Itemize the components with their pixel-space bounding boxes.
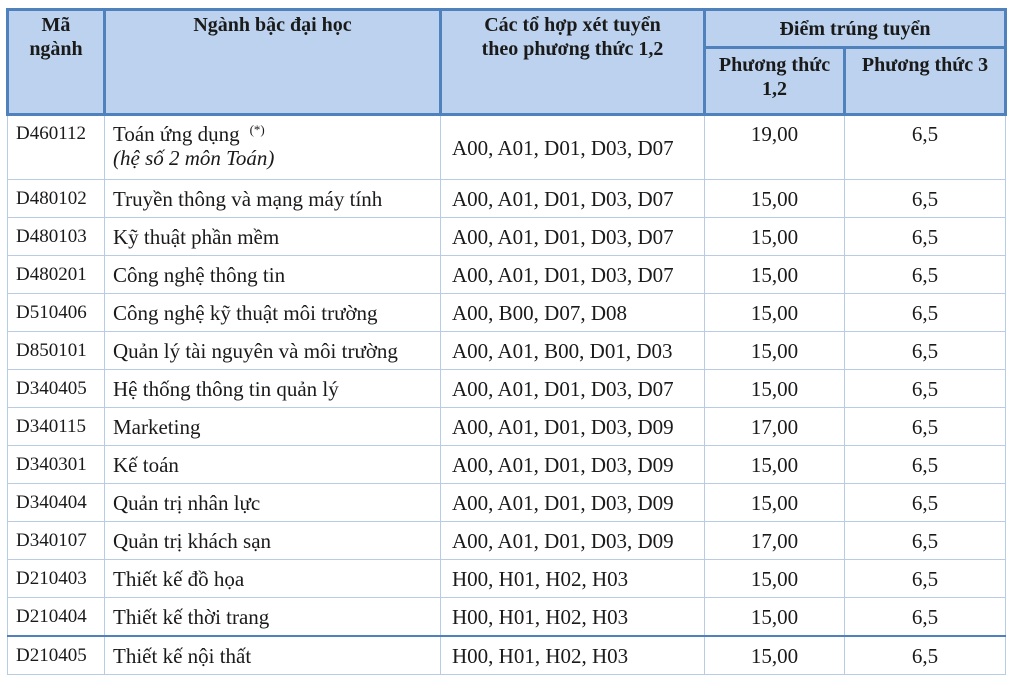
table-row — [8, 256, 1006, 294]
cell-major-name: Công nghệ kỹ thuật môi trường — [105, 294, 441, 332]
cell-major-name: Quản lý tài nguyên và môi trường — [105, 332, 441, 370]
cell-major-name: Marketing — [105, 408, 441, 446]
cell-major-name — [105, 115, 441, 180]
cell-score-method-3: 6,5 — [845, 180, 1006, 218]
cell-score-method-1-2: 15,00 — [705, 218, 845, 256]
table-row — [8, 484, 1006, 522]
cell-score-method-1-2: 17,00 — [705, 522, 845, 560]
cell-subject-combinations: A00, A01, D01, D03, D07 — [441, 180, 705, 218]
header-major-code — [8, 10, 105, 115]
table-row — [8, 370, 1006, 408]
cell-score-method-3: 6,5 — [845, 256, 1006, 294]
cell-subject-combinations: A00, A01, B00, D01, D03 — [441, 332, 705, 370]
header-code-line1: Mã — [41, 14, 71, 36]
table-row — [8, 332, 1006, 370]
cell-major-code: D340107 — [8, 522, 105, 560]
cell-major-code: D340115 — [8, 408, 105, 446]
header-combos-line2: theo phương thức 1,2 — [481, 38, 664, 60]
cell-score-method-1-2: 15,00 — [705, 180, 845, 218]
cell-major-code: D510406 — [8, 294, 105, 332]
cell-subject-combinations: A00, A01, D01, D03, D09 — [441, 522, 705, 560]
header-code-line2: ngành — [29, 38, 83, 60]
cell-major-code: D210405 — [8, 636, 105, 675]
table-row — [8, 115, 1006, 180]
cell-score-method-3: 6,5 — [845, 560, 1006, 598]
table-row — [8, 294, 1006, 332]
cell-score-method-1-2: 15,00 — [705, 484, 845, 522]
header-method12-line2: 1,2 — [762, 78, 787, 100]
cell-major-name: Truyền thông và mạng máy tính — [105, 180, 441, 218]
cell-score-method-3: 6,5 — [845, 115, 1006, 180]
table-row — [8, 598, 1006, 637]
major-name-text: Toán ứng dụng — [113, 122, 240, 146]
cell-score-method-3: 6,5 — [845, 636, 1006, 675]
cell-score-method-3: 6,5 — [845, 294, 1006, 332]
table-row — [8, 180, 1006, 218]
cell-subject-combinations: H00, H01, H02, H03 — [441, 560, 705, 598]
table-row — [8, 218, 1006, 256]
cell-major-name: Quản trị khách sạn — [105, 522, 441, 560]
cell-major-code: D850101 — [8, 332, 105, 370]
cell-subject-combinations: A00, B00, D07, D08 — [441, 294, 705, 332]
admission-scores-table — [6, 8, 1007, 675]
cell-subject-combinations: A00, A01, D01, D03, D09 — [441, 446, 705, 484]
cell-major-name: Kỹ thuật phần mềm — [105, 218, 441, 256]
cell-subject-combinations: A00, A01, D01, D03, D07 — [441, 218, 705, 256]
cell-major-code: D340404 — [8, 484, 105, 522]
cell-score-method-1-2: 15,00 — [705, 256, 845, 294]
cell-subject-combinations: H00, H01, H02, H03 — [441, 636, 705, 675]
table-row — [8, 408, 1006, 446]
cell-score-method-1-2: 15,00 — [705, 446, 845, 484]
table-row — [8, 446, 1006, 484]
cell-major-name: Thiết kế nội thất — [105, 636, 441, 675]
cell-score-method-1-2: 15,00 — [705, 332, 845, 370]
table-body — [8, 115, 1006, 675]
header-method12-line1: Phương thức — [718, 54, 831, 76]
cell-major-code: D480102 — [8, 180, 105, 218]
cell-major-name: Hệ thống thông tin quản lý — [105, 370, 441, 408]
cell-score-method-1-2: 15,00 — [705, 370, 845, 408]
cell-score-method-3: 6,5 — [845, 332, 1006, 370]
cell-major-code: D340405 — [8, 370, 105, 408]
table-row — [8, 560, 1006, 598]
major-note: (hệ số 2 môn Toán) — [113, 146, 275, 170]
cell-score-method-1-2: 17,00 — [705, 408, 845, 446]
cell-score-method-1-2: 15,00 — [705, 560, 845, 598]
cell-major-code: D480103 — [8, 218, 105, 256]
header-major-name: Ngành bậc đại học — [105, 10, 441, 115]
cell-subject-combinations: A00, A01, D01, D03, D09 — [441, 484, 705, 522]
footnote-mark: (*) — [249, 122, 265, 137]
cell-score-method-1-2: 15,00 — [705, 636, 845, 675]
cell-major-name: Kế toán — [105, 446, 441, 484]
cell-score-method-3: 6,5 — [845, 522, 1006, 560]
cell-score-method-1-2: 15,00 — [705, 598, 845, 637]
header-subject-combinations — [441, 10, 705, 115]
cell-major-code: D210404 — [8, 598, 105, 637]
cell-major-name: Công nghệ thông tin — [105, 256, 441, 294]
cell-score-method-3: 6,5 — [845, 598, 1006, 637]
cell-major-code: D460112 — [8, 115, 105, 180]
cell-major-code: D210403 — [8, 560, 105, 598]
header-admission-score: Điểm trúng tuyển — [705, 10, 1006, 48]
table-row — [8, 522, 1006, 560]
cell-score-method-1-2: 19,00 — [705, 115, 845, 180]
cell-major-name: Thiết kế thời trang — [105, 598, 441, 637]
table-row — [8, 636, 1006, 675]
cell-score-method-3: 6,5 — [845, 446, 1006, 484]
cell-major-code: D340301 — [8, 446, 105, 484]
header-method-1-2 — [705, 48, 845, 115]
cell-score-method-3: 6,5 — [845, 218, 1006, 256]
cell-score-method-3: 6,5 — [845, 408, 1006, 446]
cell-major-name: Quản trị nhân lực — [105, 484, 441, 522]
cell-subject-combinations: A00, A01, D01, D03, D07 — [441, 115, 705, 180]
cell-score-method-3: 6,5 — [845, 484, 1006, 522]
cell-score-method-1-2: 15,00 — [705, 294, 845, 332]
header-combos-line1: Các tổ hợp xét tuyển — [484, 14, 661, 36]
cell-score-method-3: 6,5 — [845, 370, 1006, 408]
cell-subject-combinations: A00, A01, D01, D03, D07 — [441, 370, 705, 408]
cell-subject-combinations: H00, H01, H02, H03 — [441, 598, 705, 637]
cell-subject-combinations: A00, A01, D01, D03, D07 — [441, 256, 705, 294]
cell-major-code: D480201 — [8, 256, 105, 294]
cell-major-name: Thiết kế đồ họa — [105, 560, 441, 598]
cell-subject-combinations: A00, A01, D01, D03, D09 — [441, 408, 705, 446]
admission-scores-table-container — [6, 8, 1007, 675]
header-method-3: Phương thức 3 — [845, 48, 1006, 115]
